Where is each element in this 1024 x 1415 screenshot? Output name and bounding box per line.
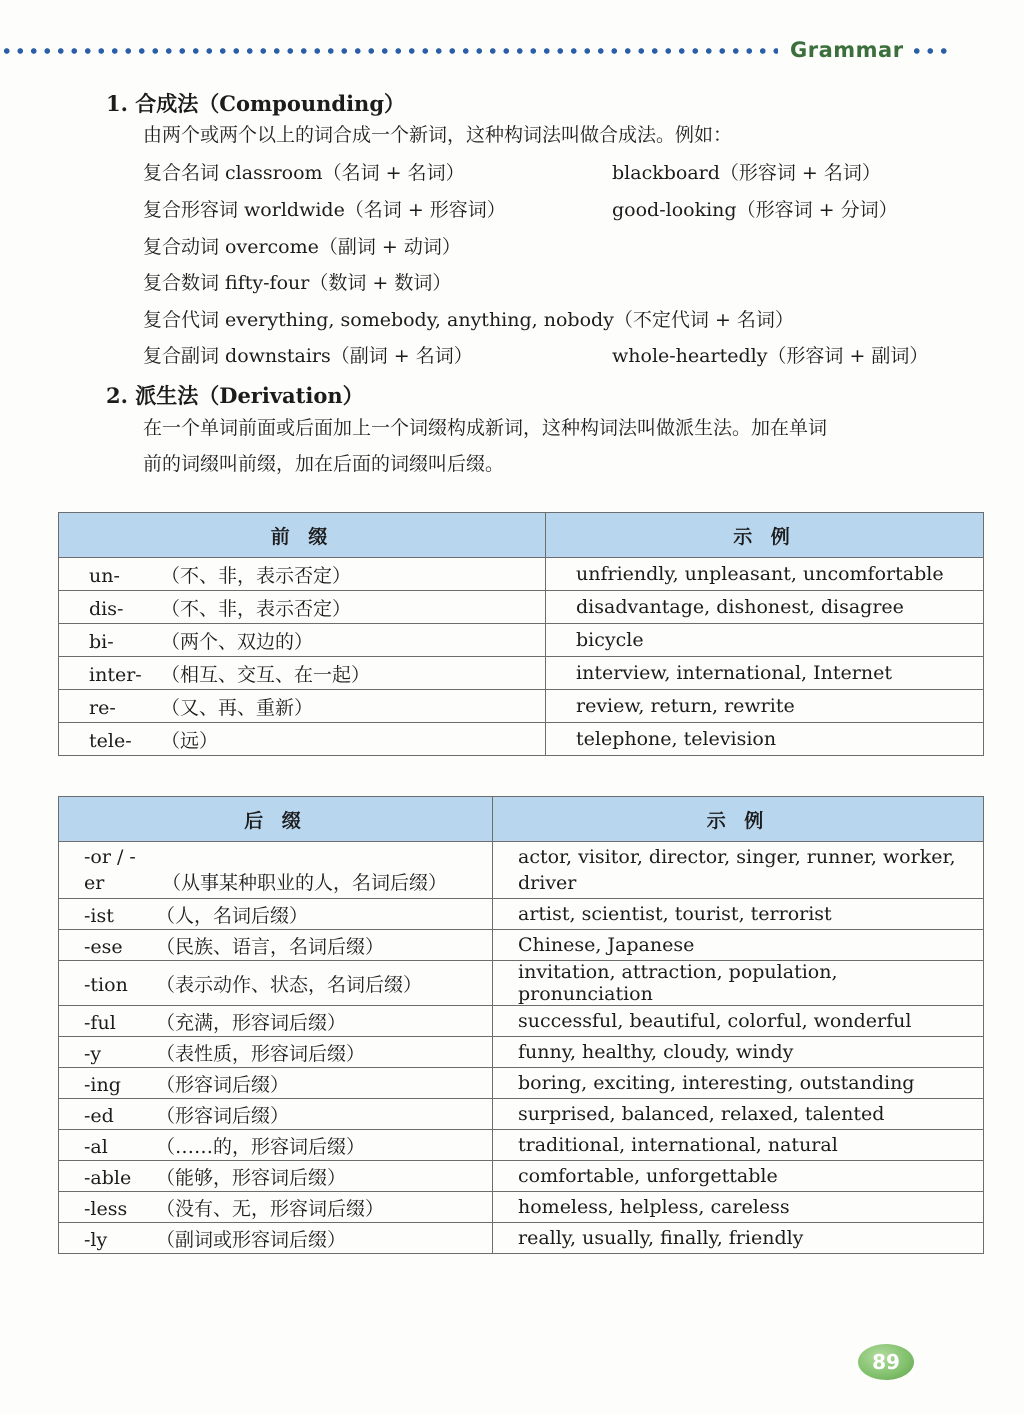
table-row: [59, 1161, 984, 1192]
suffix-label: -al: [84, 1135, 108, 1158]
suffix-examples: invitation, attraction, population, pronunciation: [493, 961, 984, 1006]
suffix-examples: homeless, helpless, careless: [493, 1192, 984, 1223]
table-row: [59, 558, 984, 591]
prefix-label: un-: [89, 564, 120, 587]
prefix-meaning: （远）: [161, 729, 219, 752]
header-dots-right: [910, 44, 954, 58]
suffix-meaning: （形容词后缀）: [156, 1073, 290, 1096]
table-row: [59, 657, 984, 690]
suffix-meaning: （表性质，形容词后缀）: [156, 1042, 366, 1065]
table-row: [59, 930, 984, 961]
table-row: [59, 690, 984, 723]
column-header: 示 例: [546, 513, 984, 558]
compound-example: 复合代词 everything, somebody, anything, nobody（不定代词 + 名词）: [143, 309, 794, 331]
table-header-row: [59, 797, 984, 842]
table-row: [59, 1037, 984, 1068]
suffix-label: -ly: [84, 1228, 108, 1251]
prefix-examples: telephone, television: [546, 723, 984, 756]
compounding-heading: 1. 合成法（Compounding）: [106, 91, 406, 116]
prefix-meaning: （两个、双边的）: [161, 630, 314, 653]
table-row: [59, 899, 984, 930]
compound-example: 复合名词 classroom（名词 + 名词）: [143, 162, 465, 184]
suffix-meaning: （没有、无，形容词后缀）: [156, 1197, 385, 1220]
suffix-table: [58, 796, 984, 1254]
compound-example: 复合动词 overcome（副词 + 动词）: [143, 236, 461, 258]
derivation-heading: 2. 派生法（Derivation）: [106, 383, 364, 408]
suffix-meaning: （能够，形容词后缀）: [156, 1166, 347, 1189]
suffix-label: -less: [84, 1197, 128, 1220]
prefix-label: re-: [89, 696, 116, 719]
suffix-examples: funny, healthy, cloudy, windy: [493, 1037, 984, 1068]
compound-example: 复合数词 fifty-four（数词 + 数词）: [143, 272, 452, 294]
compound-example: 复合副词 downstairs（副词 + 名词）: [143, 345, 473, 367]
suffix-examples: comfortable, unforgettable: [493, 1161, 984, 1192]
table-row: [59, 1006, 984, 1037]
prefix-examples: interview, international, Internet: [546, 657, 984, 690]
suffix-label: -or / -er: [84, 846, 136, 894]
suffix-label: -tion: [84, 973, 128, 996]
prefix-label: tele-: [89, 729, 132, 752]
derivation-intro-line1: 在一个单词前面或后面加上一个词缀构成新词，这种构词法叫做派生法。加在单词: [143, 417, 828, 439]
prefix-label: dis-: [89, 597, 124, 620]
prefix-meaning: （不、非，表示否定）: [161, 564, 352, 587]
prefix-meaning: （相互、交互、在一起）: [161, 663, 371, 686]
suffix-examples: really, usually, finally, friendly: [493, 1223, 984, 1254]
suffix-meaning: （副词或形容词后缀）: [156, 1228, 347, 1251]
page-number: 89: [858, 1344, 914, 1380]
table-row: [59, 591, 984, 624]
suffix-meaning: （充满，形容词后缀）: [156, 1011, 347, 1034]
suffix-label: -y: [84, 1042, 102, 1065]
suffix-examples: actor, visitor, director, singer, runner, worker, driver: [493, 842, 984, 899]
suffix-label: -able: [84, 1166, 132, 1189]
table-row: [59, 1192, 984, 1223]
table-row: [59, 1068, 984, 1099]
prefix-label: inter-: [89, 663, 142, 686]
suffix-label: -ing: [84, 1073, 121, 1096]
prefix-meaning: （又、再、重新）: [161, 696, 314, 719]
suffix-examples: traditional, international, natural: [493, 1130, 984, 1161]
suffix-examples: artist, scientist, tourist, terrorist: [493, 899, 984, 930]
prefix-meaning: （不、非，表示否定）: [161, 597, 352, 620]
suffix-label: -ed: [84, 1104, 114, 1127]
suffix-meaning: （从事某种职业的人，名词后缀）: [162, 872, 448, 894]
section-title: Grammar: [790, 38, 904, 62]
suffix-meaning: （民族、语言，名词后缀）: [156, 935, 385, 958]
suffix-label: -ist: [84, 904, 114, 927]
table-header-row: [59, 513, 984, 558]
prefix-examples: unfriendly, unpleasant, uncomfortable: [546, 558, 984, 591]
header-dots-left: [0, 44, 778, 58]
compound-example: 复合形容词 worldwide（名词 + 形容词）: [143, 199, 506, 221]
compound-example: good-looking（形容词 + 分词）: [612, 199, 898, 221]
derivation-intro-line2: 前的词缀叫前缀，加在后面的词缀叫后缀。: [143, 453, 505, 475]
table-row: [59, 1099, 984, 1130]
column-header: 前 缀: [59, 513, 546, 558]
suffix-meaning: （……的，形容词后缀）: [156, 1135, 366, 1158]
suffix-meaning: （表示动作、状态，名词后缀）: [156, 973, 423, 996]
suffix-label: -ese: [84, 935, 123, 958]
table-row: [59, 624, 984, 657]
prefix-examples: bicycle: [546, 624, 984, 657]
table-row: [59, 723, 984, 756]
suffix-examples: successful, beautiful, colorful, wonderful: [493, 1006, 984, 1037]
suffix-examples: boring, exciting, interesting, outstanding: [493, 1068, 984, 1099]
prefix-examples: disadvantage, dishonest, disagree: [546, 591, 984, 624]
prefix-examples: review, return, rewrite: [546, 690, 984, 723]
compounding-intro: 由两个或两个以上的词合成一个新词，这种构词法叫做合成法。例如：: [143, 124, 733, 146]
table-row: [59, 1223, 984, 1254]
suffix-meaning: （人，名词后缀）: [156, 904, 309, 927]
suffix-label: -ful: [84, 1011, 116, 1034]
column-header: 后 缀: [59, 797, 493, 842]
table-row: [59, 1130, 984, 1161]
prefix-label: bi-: [89, 630, 114, 653]
column-header: 示 例: [493, 797, 984, 842]
suffix-examples: Chinese, Japanese: [493, 930, 984, 961]
prefix-table: [58, 512, 984, 756]
suffix-meaning: （形容词后缀）: [156, 1104, 290, 1127]
suffix-examples: surprised, balanced, relaxed, talented: [493, 1099, 984, 1130]
compound-example: whole-heartedly（形容词 + 副词）: [612, 345, 929, 367]
table-row: [59, 961, 984, 1006]
compound-example: blackboard（形容词 + 名词）: [612, 162, 881, 184]
table-row: [59, 842, 984, 899]
